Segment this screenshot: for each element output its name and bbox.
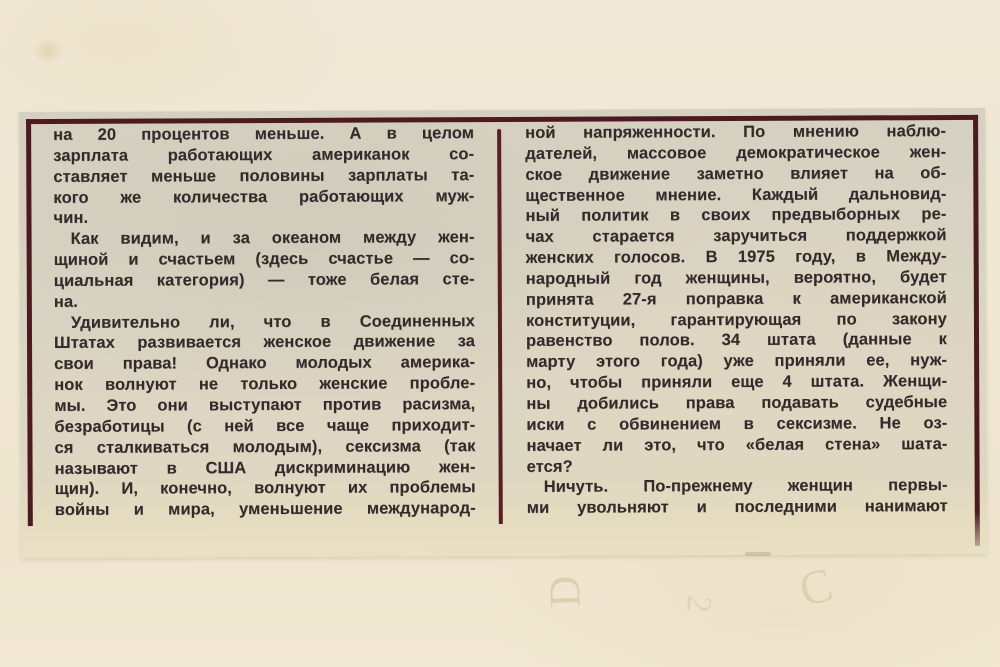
word: ли, [209,312,235,331]
word: в [166,458,177,477]
word: Между- [886,247,947,266]
watermark-letter: 2 [678,593,720,615]
text-line [526,434,947,457]
word: оз- [923,413,948,432]
word: гарантирующая [670,310,802,329]
word: щественное [525,185,625,205]
word: штата. [810,372,865,391]
word: выступают [208,395,302,415]
column-divider [497,129,503,524]
word: чаще [326,416,370,435]
text-line [54,227,475,250]
word: предвыборных [771,205,901,225]
word: сте- [442,270,475,289]
word: их [347,478,368,498]
word: — [412,249,430,268]
word: чах [525,227,554,247]
word: мнение. [655,185,722,204]
text-line [526,350,947,373]
word: нуж- [910,351,948,370]
word: называют [54,459,138,478]
word: циальная [53,271,134,290]
text-column-right [525,121,948,519]
word: начает [526,436,582,455]
word: увольняют [577,498,669,517]
word: америка- [400,353,476,372]
word: что [263,312,292,331]
text-line [53,123,474,146]
paper-stain [28,34,68,68]
text-line: ется? [526,457,573,476]
word: в [855,247,867,266]
word: движение [353,332,436,352]
text-line [525,163,946,186]
word: приняли [641,373,713,392]
word: мнению [792,122,859,141]
word: жен- [438,228,475,247]
word: но, [526,373,552,393]
word: белая [369,270,420,289]
word: жен- [438,457,476,476]
word: своих [701,206,751,225]
text-line [526,371,947,394]
word: процентов [141,125,230,144]
word: ной [525,123,556,142]
word: проблемы [389,478,476,497]
text-line [54,332,475,355]
word: чтобы [569,373,623,392]
text-line [54,373,475,396]
word: щиной [53,250,109,270]
word: волнуют [104,375,177,394]
word: 4 [782,372,792,391]
text-line [526,330,947,353]
word: иски [526,415,565,434]
word: голосов. [613,248,686,267]
word: сталкиваться [96,437,210,457]
word: Каждый [751,185,819,204]
clipping-border-left [26,119,33,526]
word: об- [920,163,947,182]
word: ставляет [53,167,128,186]
word: женщин [787,476,854,496]
word: народный [525,269,611,288]
word: поправка [685,289,764,308]
word: счастьем [158,250,236,269]
word: нок [54,375,83,395]
word: Удивительно [70,313,181,332]
word: на [53,125,73,144]
word: заметно [696,164,764,183]
word: меньше. [254,124,325,144]
text-line [525,204,946,227]
word: зарплаты [347,166,428,185]
word: (с [186,417,202,436]
text-line: на. [53,292,78,311]
text-line [54,311,475,334]
word: дателей, [525,144,598,163]
word: приходит- [391,415,476,435]
text-line [54,436,475,459]
word: марту [526,352,576,372]
word: 20 [97,125,117,144]
word: и [696,498,707,517]
word: половины [239,166,325,185]
word: со- [449,144,475,164]
word: сексизма [345,437,421,456]
word: конституции, [525,311,636,330]
word: ли [602,436,624,455]
word: вероятно, [793,268,877,287]
word: дальновид- [848,184,947,204]
word: нанимают [864,497,948,516]
word: поддержкой [845,226,947,245]
word: тоже [307,270,347,289]
word: принята [525,290,594,309]
word: движение [588,164,671,184]
word: сексизме. [776,414,857,433]
word: на [874,163,894,183]
text-column-left [53,123,476,521]
word: с [587,415,597,434]
word: напряженности. [583,123,716,142]
text-line [53,186,474,209]
word: ее, [866,351,890,370]
word: добились [577,394,660,413]
word: океаном [271,228,342,248]
word: молодых [295,353,372,373]
word: женских [525,248,594,267]
word: Однако [205,354,267,373]
word: 27-я [622,290,657,309]
word: права [685,393,735,413]
word: безработицы [54,417,165,436]
text-line [55,477,476,500]
word: к [938,330,948,349]
word: американок [311,145,410,164]
word: год [634,269,662,288]
word: Это [106,396,137,415]
word: в [743,414,754,433]
word: стена» [824,435,881,454]
word: (данные [842,330,912,349]
word: года) [660,352,703,371]
word: полов. [639,331,695,350]
word: категория) [156,271,245,290]
word: ны [526,394,551,413]
word: ре- [921,205,947,224]
word: США [205,458,247,477]
word: 1975 [737,247,776,267]
word: Женщи- [882,372,948,391]
word: подавать [761,393,839,412]
word: против [322,395,382,414]
text-line [53,144,474,167]
word: еще [731,372,764,392]
text-line [525,142,946,165]
word: будет [899,267,947,287]
word: закону [891,309,947,328]
text-line [526,288,947,311]
word: последними [734,497,838,517]
text-line [526,309,947,332]
text-line [53,165,474,188]
clipping-edge-smudge [745,552,771,556]
clipping-border-right [973,115,980,546]
word: за [457,332,476,351]
word: равенство [525,331,613,351]
word: первы- [888,476,948,495]
word: ское [525,165,563,184]
word: (здесь [255,249,309,269]
word: это, [644,435,677,455]
word: щин). [54,480,100,499]
word: И, [121,479,139,499]
word: женщины, [685,268,770,288]
word: международ- [366,499,476,518]
text-line [526,392,947,415]
word: все [276,416,305,435]
word: расизма, [402,395,476,414]
word: уже [723,352,754,371]
word: конечно, [160,479,233,498]
text-line [55,457,476,480]
text-line [526,267,947,290]
text-line [54,394,475,417]
word: количества [172,187,268,206]
word: ми [526,498,550,518]
word: не [198,375,219,394]
word: ней [224,416,254,436]
text-line [55,498,476,521]
word: мы. [54,396,86,415]
word: развивается [137,333,242,353]
text-line [54,352,475,375]
newspaper-clipping [19,108,987,558]
word: приняли [774,351,846,371]
word: к [792,289,801,308]
word: по [836,310,857,329]
word: демократическое [736,143,880,162]
word: массовое [626,143,707,163]
word: женское [263,333,332,352]
word: права! [122,354,178,373]
word: ся [54,438,74,457]
word: — [267,270,285,289]
text-line [527,475,948,498]
word: Штатах [54,334,115,353]
word: Как [70,229,99,249]
word: в [320,312,331,331]
word: женские [319,374,388,393]
word: за [232,229,250,248]
word: пробле- [409,374,476,393]
text-line [525,121,946,144]
word: уменьшение [238,499,343,519]
word: наблю- [886,122,947,141]
text-line [527,496,948,519]
word: в [386,124,397,143]
word: мира, [168,500,215,519]
word: свои [54,355,94,374]
word: «белая [745,435,805,454]
word: работающих [298,186,404,206]
text-line [525,184,946,207]
word: обвинением [619,414,722,434]
word: году, [795,247,836,266]
word: штата [766,331,816,350]
word: старается [592,227,675,246]
text-line [54,248,475,271]
word: зарплата [53,146,129,165]
word: работающих [167,145,273,165]
text-line [54,415,475,438]
word: счастье [328,249,394,268]
word: меньше [150,166,217,186]
word: они [157,396,188,415]
text-line: чин. [53,209,89,228]
word: шата- [901,434,948,453]
word: кого [53,188,89,207]
word: дискриминацию [274,457,411,477]
word: ный [525,207,561,226]
word: заручиться [713,226,808,246]
word: что [696,435,725,454]
word: Соединенных [359,311,475,331]
watermark-letter: C [794,557,838,618]
word: со- [449,249,475,268]
word: целом [421,124,475,143]
word: влияет [790,164,849,183]
word: этого [595,352,641,371]
word: и [200,229,211,248]
word: жен- [909,142,947,162]
word: между [362,228,417,247]
word: видим, [120,229,179,248]
word: войны [54,500,110,520]
word: Ничуть. [543,477,609,497]
word: В [705,248,718,267]
word: По-прежнему [643,477,753,496]
word: только [240,375,298,394]
word: (так [444,436,476,455]
word: волнуют [254,479,326,498]
text-line [54,269,475,292]
word: в [669,206,681,225]
word: та- [451,165,475,184]
text-line [526,225,947,248]
word: 34 [721,331,741,350]
word: политик [581,206,649,226]
word: судебные [865,393,948,412]
word: и [133,500,144,519]
text-line [526,246,947,269]
word: Не [879,414,901,433]
word: же [120,188,142,207]
watermark-letter: D [539,574,590,609]
word: По [743,122,766,141]
word: и [128,250,139,269]
word: муж- [435,186,475,205]
word: молодым), [232,437,323,456]
word: А [349,124,362,143]
word: американской [829,288,947,308]
text-line [526,413,947,436]
